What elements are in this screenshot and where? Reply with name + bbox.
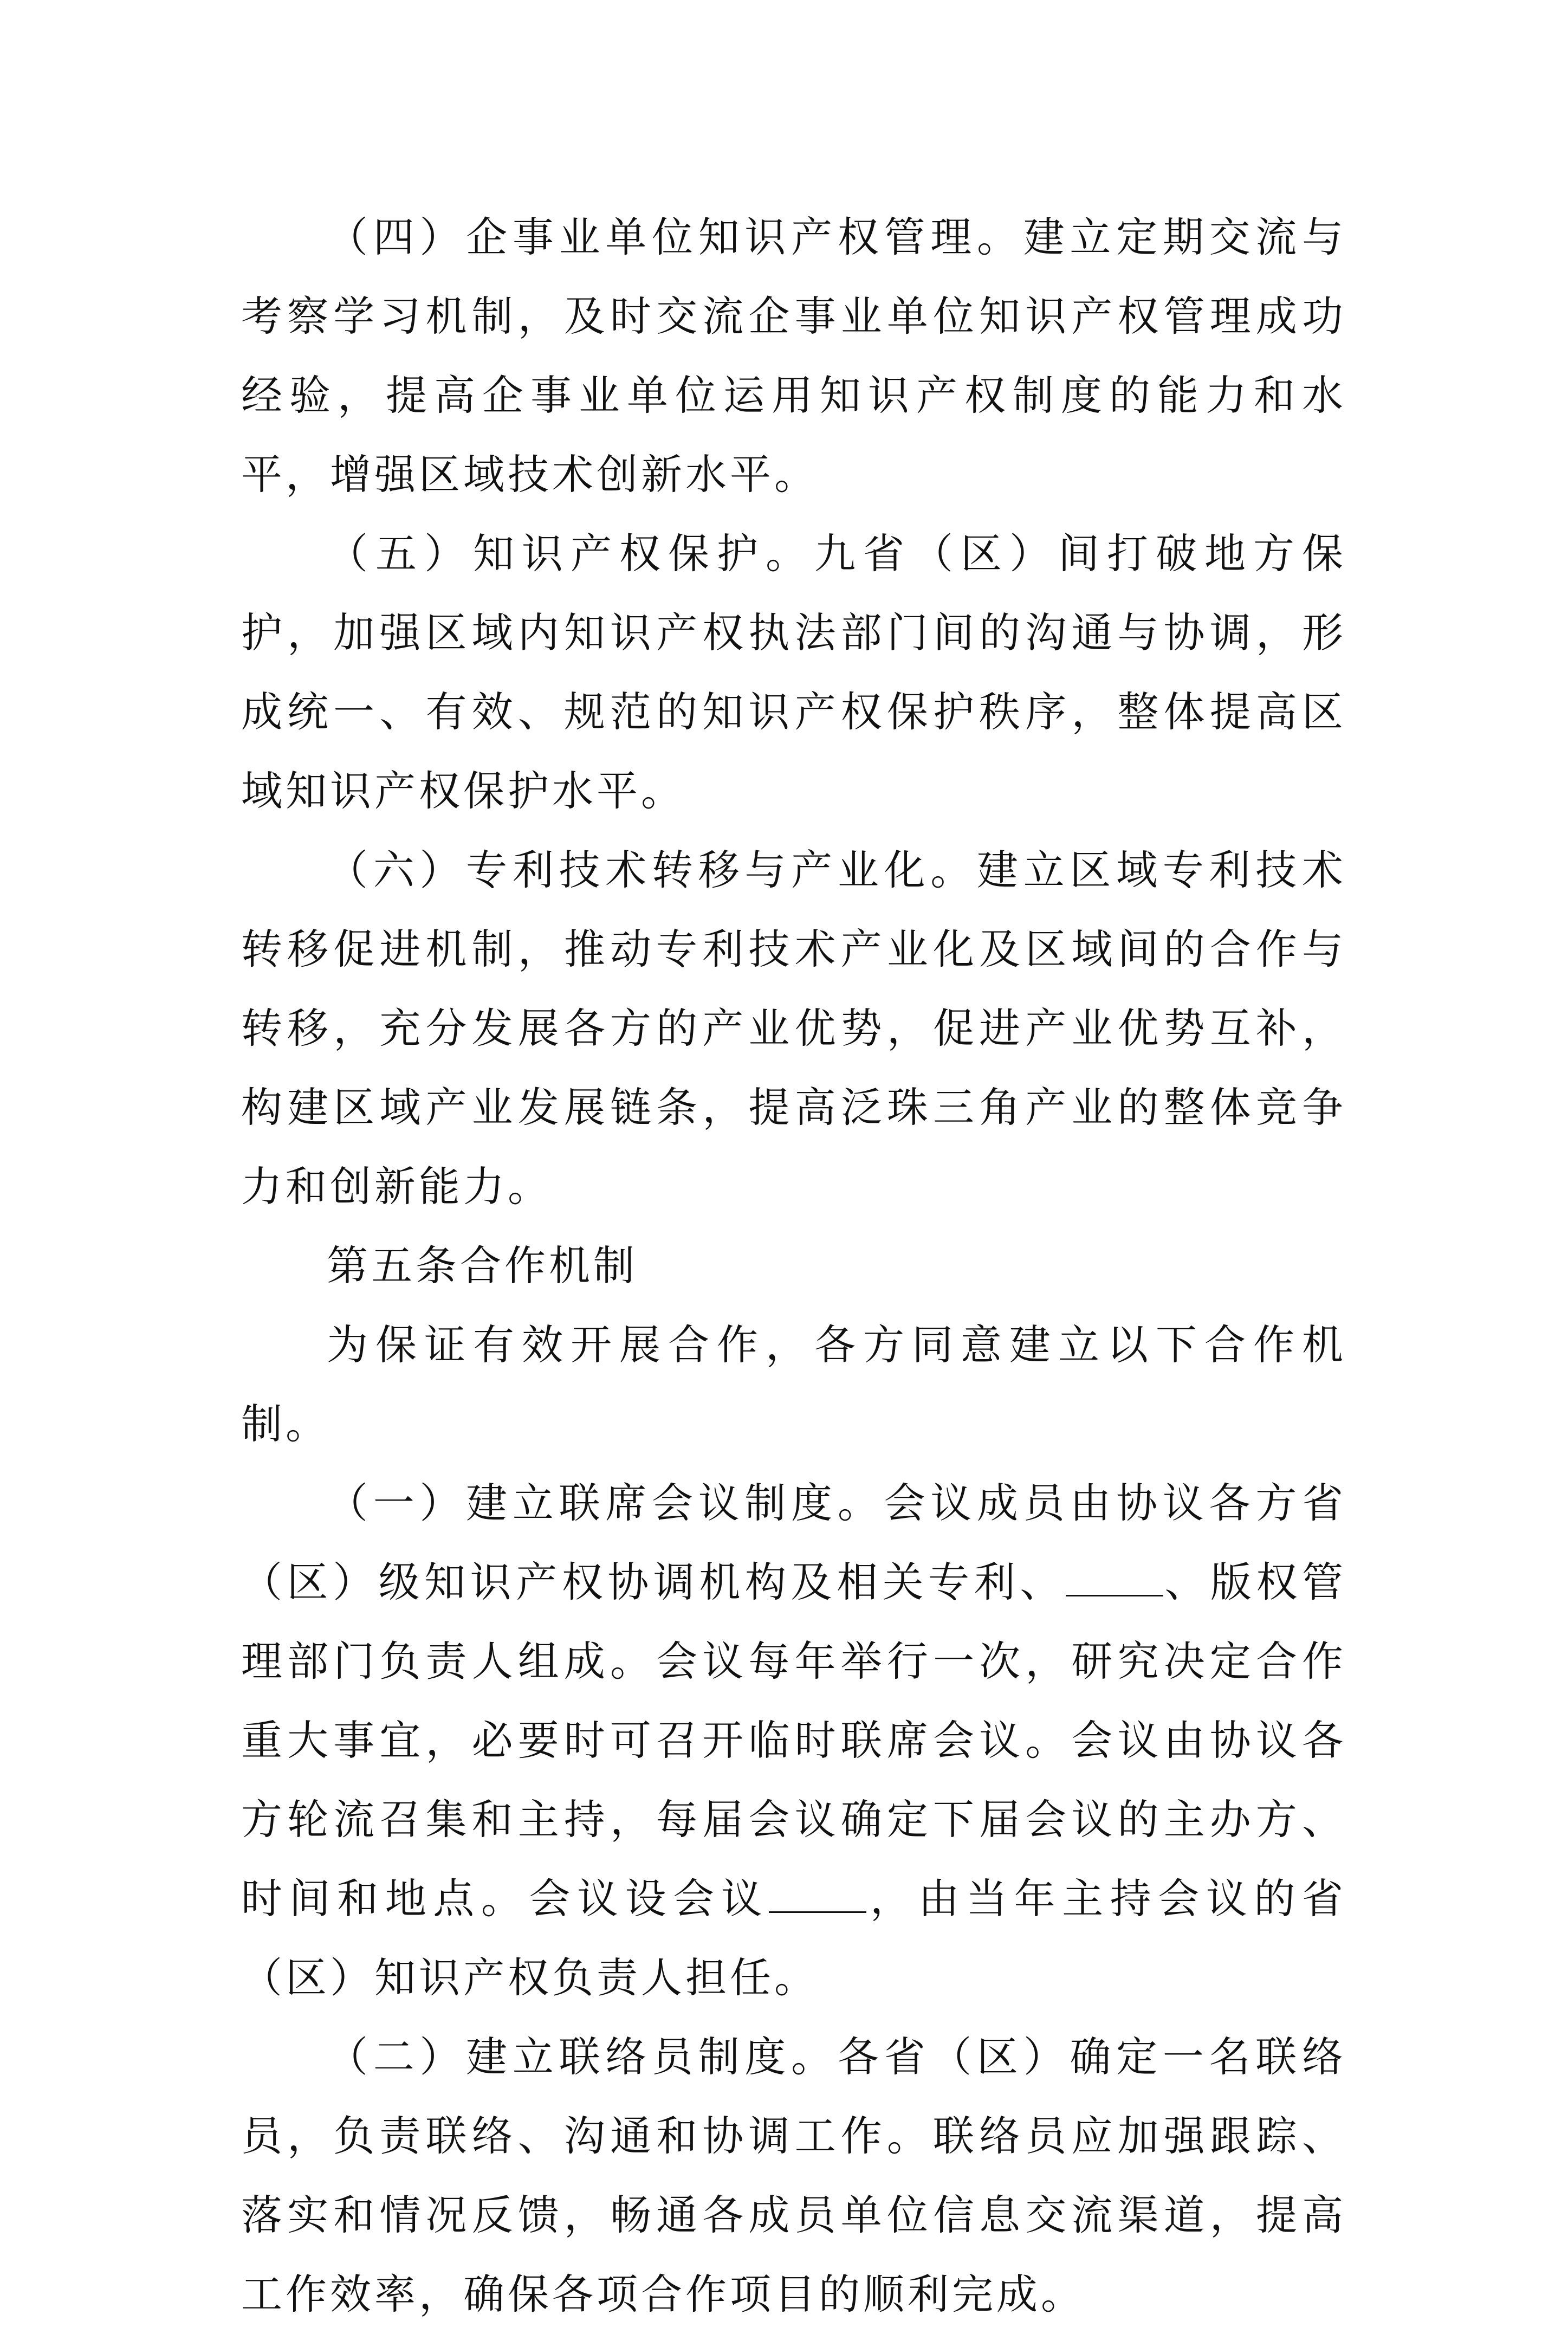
document-body <box>241 198 1346 2334</box>
paragraph-liaison: （二）建立联络员制度。各省（区）确定一名联络员，负责联络、沟通和协调工作。联络员应加强跟踪、落实和情况反馈，畅通各成员单位信息交流渠道，提高工作效率，确保各项合作项目的顺利完成。 <box>241 2033 1346 2318</box>
fill-blank-2 <box>769 1874 866 1913</box>
article-5-intro: 为保证有效开展合作，各方同意建立以下合作机制。 <box>241 1321 1346 1448</box>
fill-blank-1 <box>1066 1558 1163 1596</box>
paragraph-joint-meeting <box>241 1464 1346 2018</box>
paragraph-ip-protection: （五）知识产权保护。九省（区）间打破地方保护，加强区域内知识产权执法部门间的沟通与协调，形成统一、有效、规范的知识产权保护秩序，整体提高区域知识产权保护水平。 <box>241 529 1346 815</box>
joint-meeting-text-3: ，由当年主持会议的省（区）知识产权负责人担任。 <box>241 1874 1347 2002</box>
joint-meeting-text-1: （一）建立联席会议制度。会议成员由协议各方省（区）级知识产权协调机构及相关专利、 <box>241 1479 1346 1606</box>
paragraph-ip-management: （四）企事业单位知识产权管理。建立定期交流与考察学习机制，及时交流企事业单位知识产权管理成功经验，提高企事业单位运用知识产权制度的能力和水平，增强区域技术创新水平。 <box>241 213 1346 499</box>
article-5-title: 第五条合作机制 <box>327 1242 638 1290</box>
joint-meeting-text-2: 、版权管理部门负责人组成。会议每年举行一次，研究决定合作重大事宜，必要时可召开临时联席会议。会议由协议各方轮流召集和主持，每届会议确定下届会议的主办方、时间和地点。会议设会议 <box>241 1558 1347 1923</box>
paragraph-patent-transfer: （六）专利技术转移与产业化。建立区域专利技术转移促进机制，推动专利技术产业化及区域间的合作与转移，充分发展各方的产业优势，促进产业优势互补，构建区域产业发展链条，提高泛珠三角产业的整体竞争力和创新能力。 <box>241 846 1346 1211</box>
